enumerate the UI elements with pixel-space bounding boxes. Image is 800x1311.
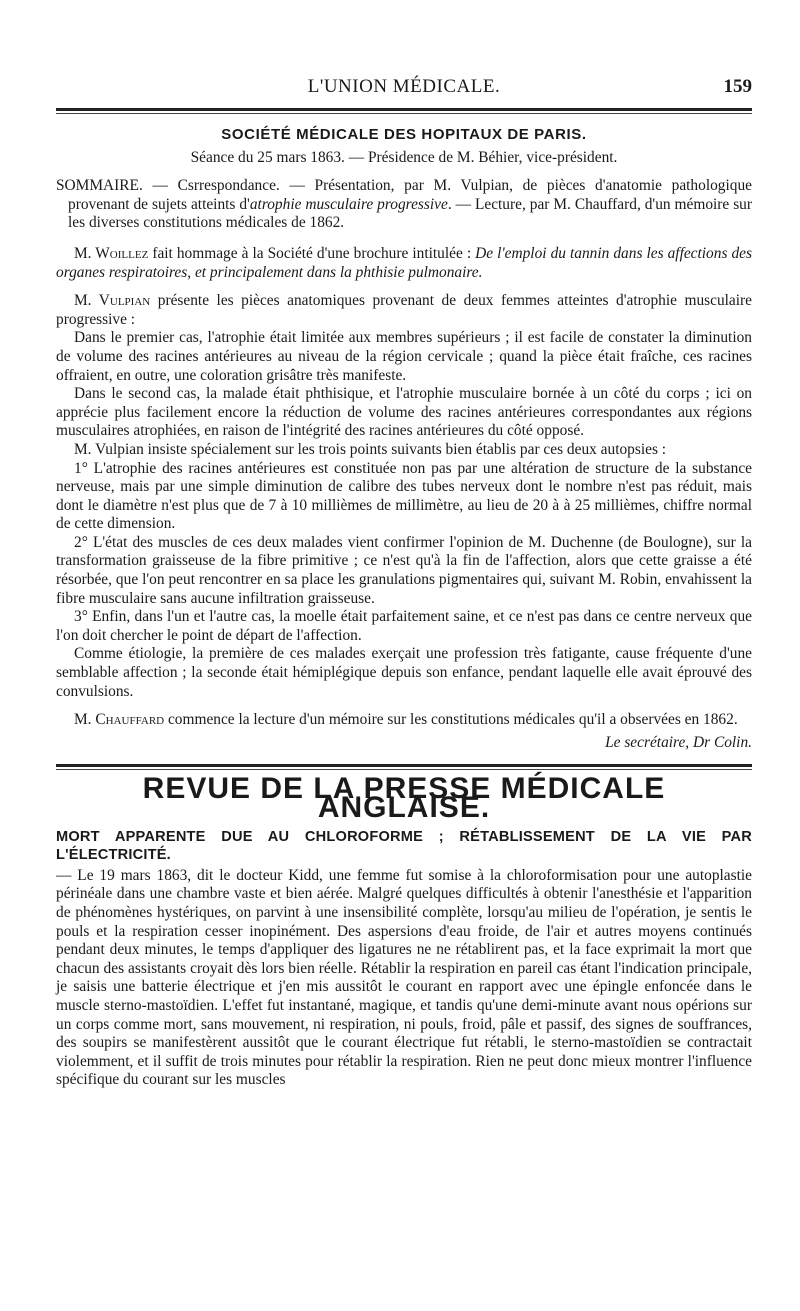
journal-title: L'UNION MÉDICALE. <box>307 76 501 97</box>
article-text: — Le 19 mars 1863, dit le docteur Kidd, une femme fut somise à la chloroformisation pour une autoplastie périnéale dans une chambre vaste et bien aérée. Malgré quelques difficultés à obtenir l'anesthésie et l'apparition de phénomènes hystériques, on parvint à une insensibilité complète, lorsqu'au milieu de l'opération, je sentis le pouls et la respiration cesser inopinément. Des aspersions d'eau froide, de l'air et autres moyens continués pendant deux minutes, le temps d'appliquer des ligatures ne ne rétablirent pas, et la face exprimait la mort que chacun des assistants croyait dès lors bien réelle. Rétablir la respiration en pareil cas étant l'indication principale, je saisis une batterie électrique et j'en mis aussitôt le courant en rapport avec une épingle enfoncée dans le muscle sterno-mastoïdien. L'effet fut instantané, magique, et tandis qu'une demi-minute avant nous opérions sur un corps comme mort, sans mouvement, ni respiration, ni pouls, froid, pâle et passif, des signes de souffrances, des soupirs se manifestèrent aussitôt que le courant électrique fut rétabli, le sterno-mastoïdien se contractait violemment, et il suffit de trois minutes pour rétablir la respiration. Rien ne peut donc mieux montrer l'influence spécifique du courant sur les muscles <box>56 866 752 1089</box>
vulpian-name: M. Vulpian <box>74 292 151 310</box>
section-rule-thin <box>56 769 752 770</box>
revue-title: REVUE DE LA PRESSE MÉDICALE ANGLAISE. <box>142 772 666 824</box>
paragraph-7: Comme étiologie, la première de ces malades exerçait une profession très fatigante, cause fréquente d'une semblable affection ; la seconde était hémiplégique depuis son enfance, pendant laquelle elle avait éprouvé des convulsions. <box>56 645 752 700</box>
header-rule-thick <box>56 108 752 111</box>
header-rule-thin <box>56 113 752 114</box>
sommaire-italic: atrophie musculaire progressive <box>249 195 448 213</box>
woillez-text: fait hommage à la Société d'une brochure intitulée : <box>148 244 476 262</box>
woillez-paragraph <box>56 245 752 282</box>
vulpian-paragraph <box>56 292 752 329</box>
chauffard-name: M. Chauffard <box>74 711 165 729</box>
section-rule-thick <box>56 764 752 767</box>
woillez-title: De l'emploi du tannin dans les affections des organes respiratoires, et principalement dans la phthisie pulmonaire. <box>56 244 752 281</box>
paragraph-5: 2° L'état des muscles de ces deux malades vient confirmer l'opinion de M. Duchenne (de Boulogne), sur la transformation graisseuse de la fibre primitive ; ce n'est qu'à la fin de l'affection, alors que cette graisse a été résorbée, que l'on peut rencontrer en sa place les granulations pigmentaires qui, suivant M. Robin, envahissent la fibre musculaire sans aucune infiltration graisseuse. <box>56 533 752 607</box>
page-content <box>56 126 752 1090</box>
seance-line: Séance du 25 mars 1863. — Présidence de M. Béhier, vice-président. <box>190 148 618 166</box>
chauffard-paragraph <box>56 711 752 730</box>
paragraph-4: 1° L'atrophie des racines antérieures est constituée non pas par une altération de structure de la substance nerveuse, mais par une simple diminution de calibre des tubes nerveux dont le nombre n'est pas réduit, mais dont le diamètre n'est plus que de 7 à 10 millièmes de millimètre, au lieu de 20 à à 25 millièmes, chiffre normal de cette dimension. <box>56 459 752 533</box>
sommaire-text-1: — Csrrespondance. — Présentation, par M. Vulpian, de pièces d'anatomie pathologique provenant de sujets atteints d' <box>68 177 752 213</box>
paragraph-2: Dans le second cas, la malade était phthisique, et l'atrophie musculaire bornée à un côté du corps ; ici on apprécie plus facilement encore la réduction de volume des racines antérieures correspondantes aux régions musculaires atrophiées, en raison de l'intégrité des racines antérieures du côté opposé. <box>56 385 752 440</box>
page-number: 159 <box>723 76 752 97</box>
signature-name: , Dr Colin. <box>685 733 752 751</box>
sommaire <box>56 177 752 233</box>
paragraph-1: Dans le premier cas, l'atrophie était limitée aux membres supérieurs ; il est facile de constater la diminution de volume des racines antérieures au niveau de la région cervicale ; quand la pièce était fraîche, ces racines offraient, en outre, une coloration grisâtre très manifeste. <box>56 329 752 384</box>
article-body <box>56 828 752 1090</box>
sommaire-text-2: . — Lecture, par M. Chauffard, d'un mémoire sur les diverses constitutions médicales de 1862. <box>68 195 753 232</box>
woillez-name: M. Woillez <box>74 244 149 262</box>
vulpian-text: présente les pièces anatomiques provenant de deux femmes atteintes d'atrophie musculaire progressive : <box>56 292 752 328</box>
article-title: MORT APPARENTE DUE AU CHLOROFORME ; RÉTABLISSEMENT DE LA VIE PAR L'ÉLECTRICITÉ. <box>56 828 752 864</box>
signature <box>56 734 752 753</box>
paragraph-3: M. Vulpian insiste spécialement sur les trois points suivants bien établis par ces deux autopsies : <box>74 440 667 458</box>
society-title: SOCIÉTÉ MÉDICALE DES HOPITAUX DE PARIS. <box>221 126 587 143</box>
spacer <box>56 701 752 711</box>
signature-role: Le secrétaire <box>605 733 686 751</box>
chauffard-text: commence la lecture d'un mémoire sur les constitutions médicales qu'il a observées en 1862. <box>164 711 738 729</box>
spacer <box>56 282 752 292</box>
paragraph-6: 3° Enfin, dans l'un et l'autre cas, la moelle était parfaitement saine, et ce n'est pas dans ce centre nerveux que l'on doit chercher le point de départ de l'affection. <box>56 608 752 644</box>
sommaire-label: SOMMAIRE. <box>56 177 143 195</box>
page-header <box>56 72 752 104</box>
